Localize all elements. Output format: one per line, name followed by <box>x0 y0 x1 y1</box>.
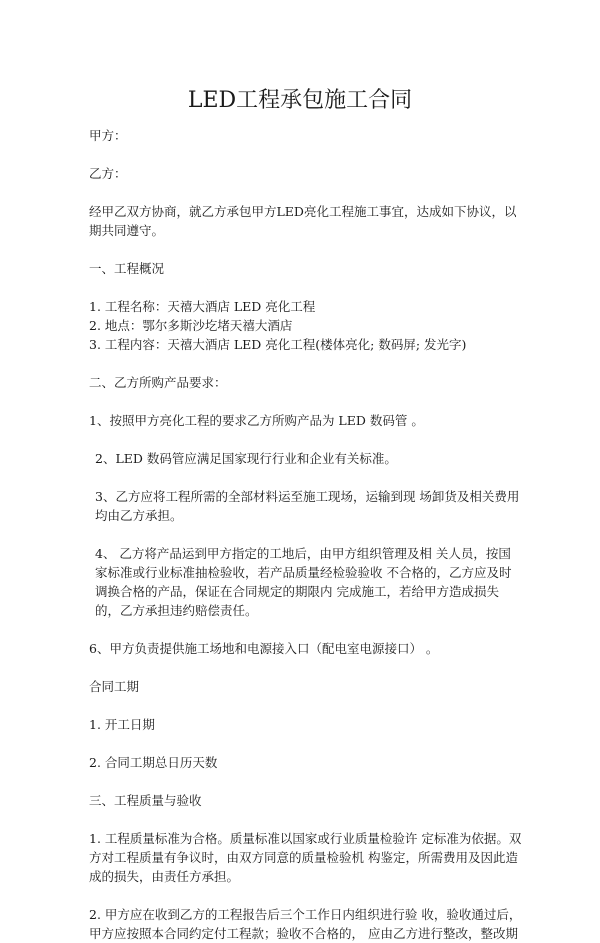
section-2-heading: 二、乙方所购产品要求： <box>89 375 227 390</box>
party-b-label: 乙方： <box>89 166 127 181</box>
period-item: 2. 合同工期总日历天数 <box>89 755 218 770</box>
section-1-item: 3. 工程内容：天禧大酒店 LED 亮化工程(楼体亮化; 数码屏; 发光字) <box>89 337 467 352</box>
section-3-paragraph: 2. 甲方应在收到乙方的工程报告后三个工作日内组织进行验 收，验收通过后，甲方应按照本合同约定付工程款；验收不合格的， 应由乙方进行整改，整改期 <box>89 907 522 941</box>
section-2-paragraph: 4、 乙方将产品运到甲方指定的工地后，由甲方组织管理及相 关人员，按国家标准或行业标准抽检验收，若产品质量经检验验收 不合格的，乙方应及时调换合格的产品，保证在合同规定的期限内 完成施工，若给甲方造成损失的，乙方承担违约赔偿责任。 <box>95 546 512 618</box>
section-1-item: 1. 工程名称：天禧大酒店 LED 亮化工程 <box>89 299 316 314</box>
section-3-paragraph: 1. 工程质量标准为合格。质量标准以国家或行业质量检验许 定标准为依据。双方对工程质量有争议时，由双方同意的质量检验机 构鉴定，所需费用及因此造成的损失，由责任方承担。 <box>89 831 522 884</box>
contract-body <box>89 126 523 943</box>
period-item: 1. 开工日期 <box>89 717 155 732</box>
section-1-item: 2. 地点：鄂尔多斯沙圪堵天禧大酒店 <box>89 318 293 333</box>
section-2-paragraph: 2、LED 数码管应满足国家现行行业和企业有关标准。 <box>95 451 397 466</box>
intro-paragraph: 经甲乙双方协商，就乙方承包甲方LED亮化工程施工事宜，达成如下协议，以期共同遵守。 <box>89 204 517 238</box>
section-2-paragraph: 3、乙方应将工程所需的全部材料运至施工现场，运输到现 场卸货及相关费用均由乙方承担。 <box>95 489 520 523</box>
section-1-heading: 一、工程概况 <box>89 261 165 276</box>
contract-title: LED工程承包施工合同 <box>187 88 413 113</box>
section-2-paragraph: 1、按照甲方亮化工程的要求乙方所购产品为 LED 数码管 。 <box>89 413 424 428</box>
period-heading: 合同工期 <box>89 679 140 694</box>
section-3-heading: 三、工程质量与验收 <box>89 793 202 808</box>
party-a-label: 甲方： <box>89 128 127 143</box>
section-2-paragraph: 6、甲方负责提供施工场地和电源接入口（配电室电源接口） 。 <box>89 641 439 656</box>
